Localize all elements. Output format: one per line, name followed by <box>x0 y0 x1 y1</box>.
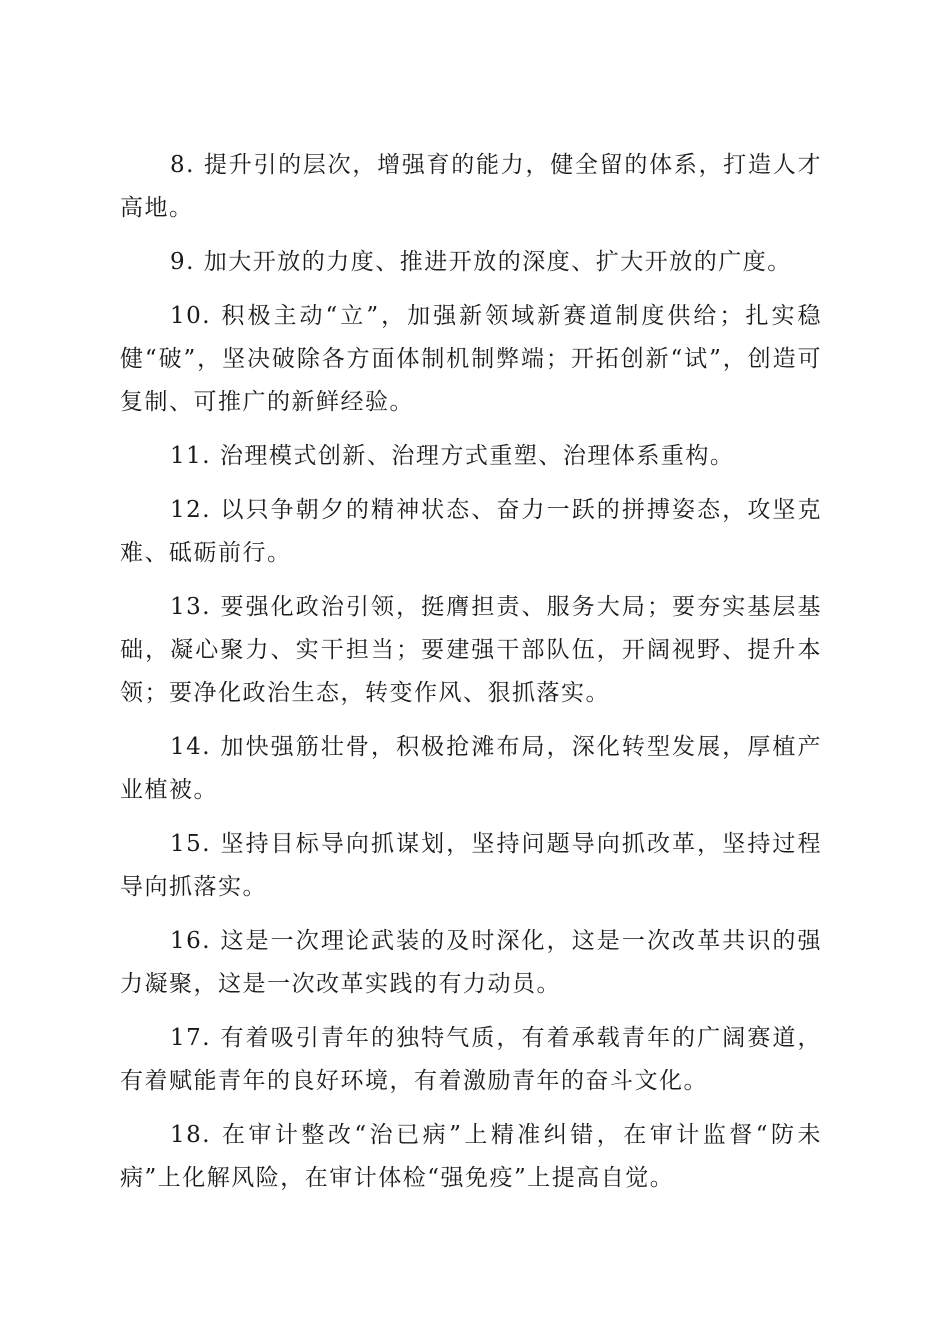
paragraph-11: 11. 治理模式创新、治理方式重塑、治理体系重构。 <box>170 443 735 469</box>
paragraph-10: 10. 积极主动“立”，加强新领域新赛道制度供给；扎实稳健“破”，坚决破除各方面体制机制弊端；开拓创新“试”，创造可复制、可推广的新鲜经验。 <box>120 303 822 415</box>
document-body <box>120 144 822 1211</box>
paragraph-17: 17. 有着吸引青年的独特气质，有着承载青年的广阔赛道，有着赋能青年的良好环境，有着激励青年的奋斗文化。 <box>120 1025 822 1094</box>
paragraph-13: 13. 要强化政治引领，挺膺担责、服务大局；要夯实基层基础，凝心聚力、实干担当；要建强干部队伍，开阔视野、提升本领；要净化政治生态，转变作风、狠抓落实。 <box>120 594 822 706</box>
paragraph-8: 8. 提升引的层次，增强育的能力，健全留的体系，打造人才高地。 <box>120 152 822 221</box>
paragraph-16: 16. 这是一次理论武装的及时深化，这是一次改革共识的强力凝聚，这是一次改革实践的有力动员。 <box>120 928 822 997</box>
paragraph-18: 18. 在审计整改“治已病”上精准纠错，在审计监督“防未病”上化解风险，在审计体检“强免疫”上提高自觉。 <box>120 1122 822 1191</box>
paragraph-15: 15. 坚持目标导向抓谋划，坚持问题导向抓改革，坚持过程导向抓落实。 <box>120 831 822 900</box>
paragraph-14: 14. 加快强筋壮骨，积极抢滩布局，深化转型发展，厚植产业植被。 <box>120 734 822 803</box>
paragraph-12: 12. 以只争朝夕的精神状态、奋力一跃的拼搏姿态，攻坚克难、砥砺前行。 <box>120 497 822 566</box>
paragraph-9: 9. 加大开放的力度、推进开放的深度、扩大开放的广度。 <box>170 249 792 275</box>
